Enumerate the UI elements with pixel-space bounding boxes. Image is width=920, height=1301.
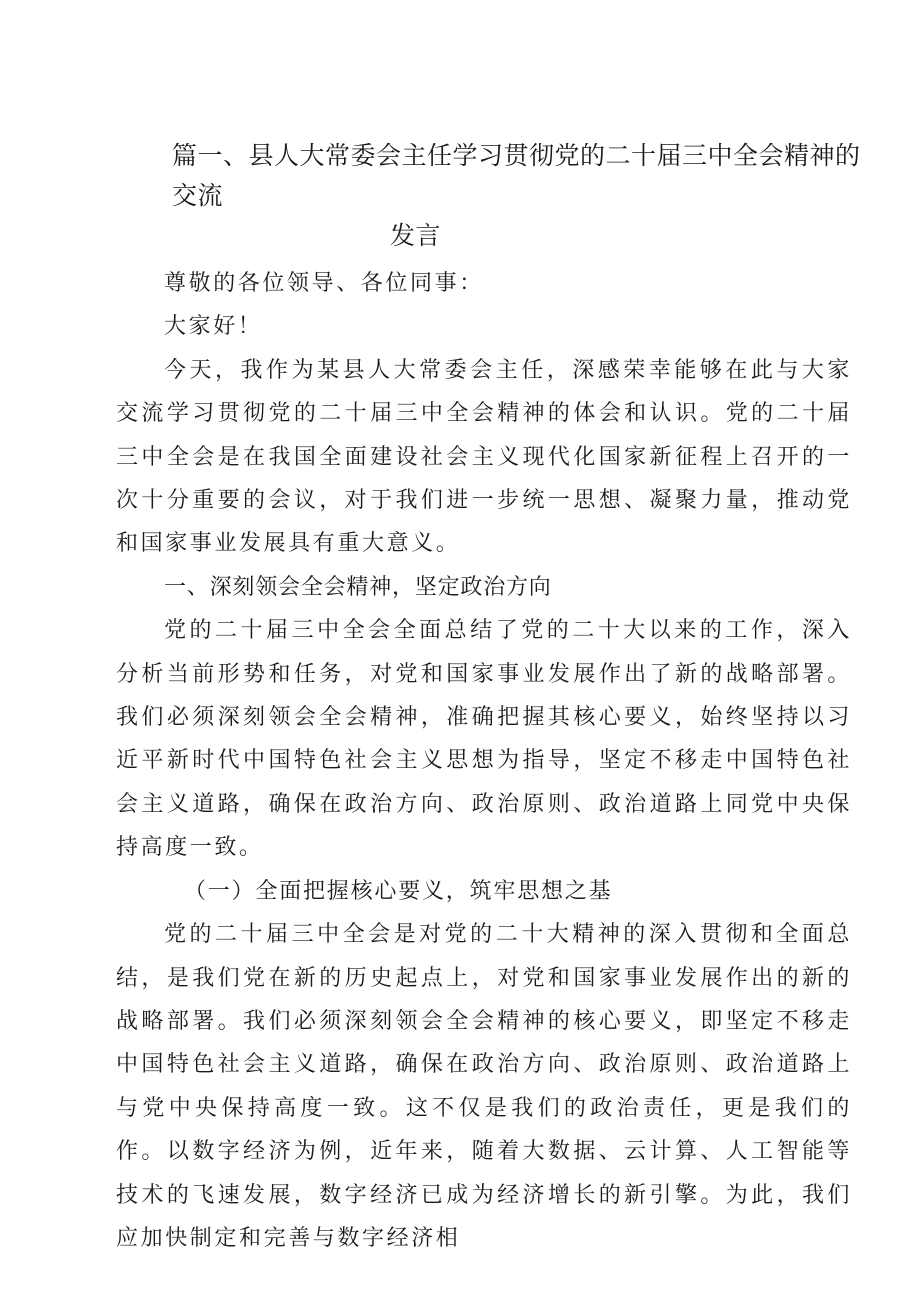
title-line-2: 发言: [390, 221, 442, 250]
subsection-1-paragraph: 党的二十届三中全会是对党的二十大精神的深入贯彻和全面总结，是我们党在新的历史起点上，对党和国家事业发展作出的新的战略部署。我们必须深刻领会全会精神的核心要义，即坚定不移走中国特色社会主义道路，确保在政治方向、政治原则、政治道路上与党中央保持高度一致。这不仅是我们的政治责任，更是我们的作。以数字经济为例，近年来，随着大数据、云计算、人工智能等技术的飞速发展，数字经济已成为经济增长的新引擎。为此，我们应加快制定和完善与数字经济相: [116, 922, 852, 1251]
section-heading-1: 一、深刻领会全会精神，坚定政治方向: [164, 574, 552, 600]
document-title: [172, 136, 872, 256]
document-body: [116, 262, 852, 1260]
greeting: 大家好！: [164, 314, 263, 340]
subsection-heading-1: （一）全面把握核心要义，筑牢思想之基: [184, 878, 613, 904]
title-line-1: 篇一、县人大常委会主任学习贯彻党的二十届三中全会精神的交流: [172, 141, 861, 210]
intro-paragraph: 今天，我作为某县人大常委会主任，深感荣幸能够在此与大家交流学习贯彻党的二十届三中全会精神的体会和认识。党的二十届三中全会是在我国全面建设社会主义现代化国家新征程上召开的一次十分重要的会议，对于我们进一步统一思想、凝聚力量，推动党和国家事业发展具有重大意义。: [116, 357, 852, 557]
salutation: 尊敬的各位领导、各位同事：: [164, 271, 484, 296]
section-1-paragraph: 党的二十届三中全会全面总结了党的二十大以来的工作，深入分析当前形势和任务，对党和国家事业发展作出了新的战略部署。我们必须深刻领会全会精神，准确把握其核心要义，始终坚持以习近平新时代中国特色社会主义思想为指导，坚定不移走中国特色社会主义道路，确保在政治方向、政治原则、政治道路上同党中央保持高度一致。: [116, 618, 852, 861]
